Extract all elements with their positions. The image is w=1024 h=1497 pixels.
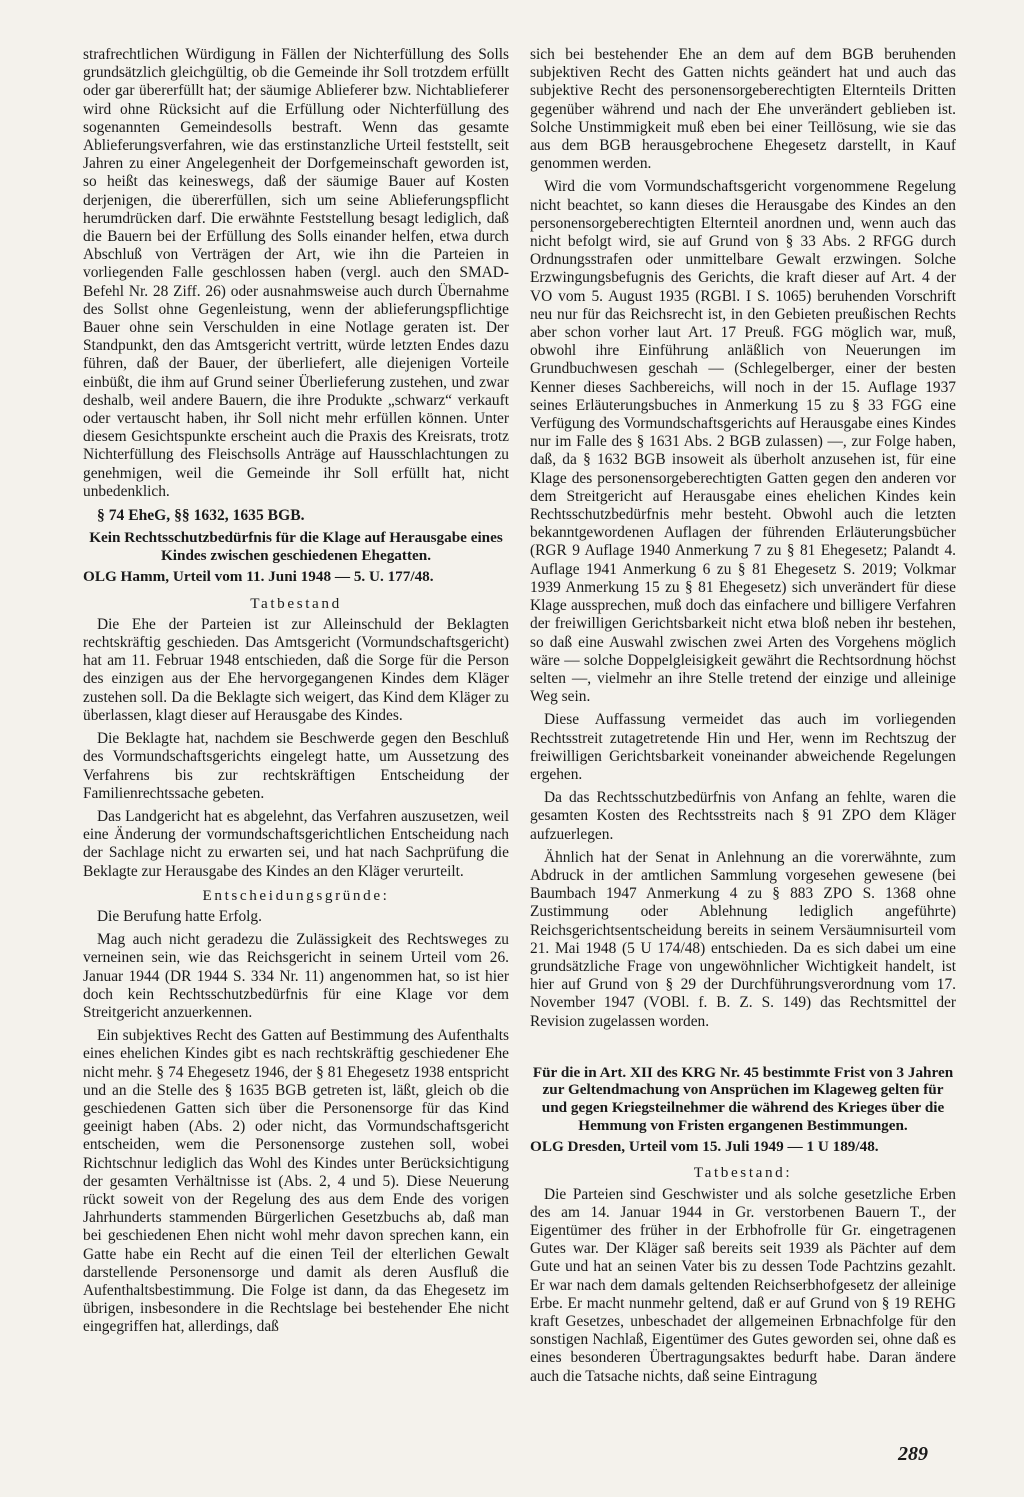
paragraph: Ein subjektives Recht des Gatten auf Bestimmung des Aufenthalts eines ehelichen Kindes gibt es nach rechtskräftig geschiedener Ehe nicht mehr. § 74 Ehegesetz 1946, der § 81 Ehegesetz 1938 entspricht und an die Stelle des § 1635 BGB getreten ist, läßt, gleich ob die geschiedenen Gatten sich über die Personensorge für das Kind geeinigt haben (Abs. 2) oder nicht, das Vormundschaftsgericht entscheiden, wem die Personensorge zustehen soll, wobei Richtschnur lediglich das Wohl des Kindes unter Berücksichtigung der gesamten Verhältnisse ist (Abs. 2, 4 und 5). Diese Neuerung rückt soweit von der Regelung des aus dem Ende des vorigen Jahrhunderts stammenden Bürgerlichen Gesetzbuchs ab, daß man bei geschiedenen Ehen nicht wohl mehr davon sprechen kann, ein Gatte habe ein Recht auf die einen Teil der elterlichen Gewalt darstellende Personensorge und damit als deren Ausfluß die Aufenthaltsbestimmung. Die Folge ist dann, da das Ehegesetz im übrigen, insbesondere in die Rechtslage bei bestehender Ehe nicht eingegriffen hat, allerdings, daß bbox=[83, 1027, 509, 1336]
paragraph: Diese Auffassung vermeidet das auch im vorliegenden Rechtsstreit zutagetretende Hin und Her, wenn im Rechtszug der freiwilligen Gerichtsbarkeit voneinander abweichende Regelungen ergehen. bbox=[530, 711, 956, 783]
paragraph: Ähnlich hat der Senat in Anlehnung an die vorerwähnte, zum Abdruck in der amtlichen Sammlung vorgesehen gewesene (bei Baumbach 1947 Anmerkung 4 zu § 883 ZPO S. 1368 ohne Zustimmung oder Ablehnung lediglich angeführte) Reichsgerichtsentscheidung bereits in seinem Versäumnisurteil vom 21. Mai 1948 (5 U 174/48) entschieden. Da es sich dabei um eine grundsätzliche Frage von ungewöhnlicher Wichtigkeit handelt, ist hier auf Grund von § 29 der Durchführungsverordnung vom 17. November 1947 (VOBl. f. B. Z. S. 149) das Rechtsmittel der Revision zugelassen worden. bbox=[530, 848, 956, 1030]
paragraph: Da das Rechtsschutzbedürfnis von Anfang an fehlte, waren die gesamten Kosten des Rechtsstreits nach § 91 ZPO dem Kläger aufzuerlegen. bbox=[530, 789, 956, 843]
paragraph: Das Landgericht hat es abgelehnt, das Verfahren auszusetzen, weil eine Änderung der vormundschaftsgerichtlichen Entscheidung nach der Sachlage nicht zu erwarten sei, und hat nach Sachprüfung die Beklagte zur Herausgabe des Kindes an den Kläger verurteilt. bbox=[83, 807, 509, 880]
paragraph: strafrechtlichen Würdigung in Fällen der Nichterfüllung des Solls grundsätzlich gleichgültig, ob die Gemeinde ihr Soll trotzdem erfüllt oder gar übererfüllt hat; der säumige Ablieferer bzw. Nichtablieferer wird ohne Rücksicht auf die Erfüllung oder Nichterfüllung des sogenannten Gemeindesolls bestraft. Wenn das gesamte Ablieferungsverfahren, wie das erstinstanzliche Urteil feststellt, seit Jahren zu einer Angelegenheit der Dorfgemeinschaft geworden ist, so heißt das keineswegs, daß der säumige Bauer auf Kosten derjenigen, die übererfüllen, sich um seine Ablieferungspflicht herumdrücken darf. Die erwähnte Feststellung besagt lediglich, daß die Bauern bei der Erfüllung des Solls einander helfen, etwa durch Abschluß von Verträgen der Art, wie ihn die Parteien in vorliegenden Falle geschlossen haben (vergl. auch den SMAD-Befehl Nr. 28 Ziff. 26) oder ausnahmsweise auch durch Übernahme des Sollst ohne Gegenleistung, wenn der ablieferungspflichtige Bauer ohne sein Verschulden in eine Notlage geraten ist. Der Standpunkt, den das Amtsgericht vertritt, würde letzten Endes dazu führen, daß der Bauer, der überliefert, alle diejenigen Vorteile einbüßt, die ihm auf Grund seiner Überlieferung zustehen, und zwar deshalb, weil andere Bauern, die ihre Produkte „schwarz“ verkauft oder vertauscht haben, ihr Soll nicht mehr erfüllen können. Unter diesem Gesichtspunkte erscheint auch die Praxis des Kreisrats, trotz Nichterfüllung des Fleischsolls Anträge auf Hausschlachtungen zu genehmigen, weil die Gemeinde ihr Soll erfüllt hat, nicht unbedenklich. bbox=[83, 46, 509, 500]
paragraph: Die Berufung hatte Erfolg. bbox=[97, 907, 262, 925]
paragraph: sich bei bestehender Ehe an dem auf dem BGB beruhenden subjektiven Recht des Gatten nichts geändert hat und auch das subjektive Recht des personensorgeberechtigten Elternteils Dritten gegenüber während und nach der Ehe unverändert geblieben ist. Solche Unstimmigkeit muß eben bei einer Teillösung, wie sie das aus dem BGB herausgebrochene Ehegesetz darstellt, in Kauf genommen werden. bbox=[530, 46, 956, 173]
paragraph: Die Ehe der Parteien ist zur Alleinschuld der Beklagten rechtskräftig geschieden. Das Amtsgericht (Vormundschaftsgericht) hat am 11. Februar 1948 entschieden, daß die Sorge für die Person des einzigen aus der Ehe hervorgegangenen Kindes dem Kläger zustehen soll. Da die Beklagte sich weigert, das Kind dem Kläger zu überlassen, klagt dieser auf Herausgabe des Kindes. bbox=[83, 615, 509, 724]
page-number: 289 bbox=[898, 1443, 928, 1465]
statute-heading: § 74 EheG, §§ 1632, 1635 BGB. bbox=[97, 507, 305, 525]
left-column bbox=[83, 46, 509, 1342]
paragraph: Die Beklagte hat, nachdem sie Beschwerde gegen den Beschluß des Vormundschaftsgerichts eingelegt hatte, um Aussetzung des Verfahrens bis zur rechtskräftigen Entscheidung der Familienrechtssache gebeten. bbox=[83, 730, 509, 802]
section-heading-gruende: Entscheidungsgründe: bbox=[202, 886, 390, 904]
headnote: Kein Rechtsschutzbedürfnis für die Klage auf Herausgabe eines Kindes zwischen geschiedenen Ehegatten. bbox=[89, 529, 503, 564]
section-heading-tatbestand: Tatbestand: bbox=[693, 1164, 793, 1182]
headnote: Für die in Art. XII des KRG Nr. 45 bestimmte Frist von 3 Jahren zur Geltendmachung von Ansprüchen im Klageweg gelten für und gegen Kriegsteilnehmer die während des Krieges über die Hemmung von Fristen ergangenen Bestimmungen. bbox=[532, 1063, 954, 1134]
court-citation: OLG Dresden, Urteil vom 15. Juli 1949 — 1 U 189/48. bbox=[530, 1138, 879, 1156]
right-column bbox=[530, 46, 956, 1391]
paragraph: Die Parteien sind Geschwister und als solche gesetzliche Erben des am 14. Januar 1944 in Gr. verstorbenen Bauern T., der Eigentümer des früher in der Erbhofrolle für Gr. eingetragenen Gutes war. Der Kläger saß bereits seit 1939 als Pächter auf dem Gute und hat an seinen Vater bis zu dessen Tode Pachtzins gezahlt. Er war nach dem damals geltenden Reichserbhofgesetz der alleinige Erbe. Er macht nunmehr geltend, daß er auf Grund von § 19 REHG kraft Gesetzes, unbeschadet der allgemeinen Erbnachfolge für den sonstigen Nachlaß, Eigentümer des Gutes geworden sei, ohne daß es eines besonderen Übertragungsaktes bedurft habe. Daran ändere auch die Tatsache nichts, daß seine Eintragung bbox=[530, 1185, 956, 1385]
section-heading-tatbestand: Tatbestand bbox=[250, 594, 342, 612]
section-spacer bbox=[530, 1036, 956, 1060]
paragraph: Wird die vom Vormundschaftsgericht vorgenommene Regelung nicht beachtet, so kann dieses die Herausgabe des Kindes an den personensorgeberechtigten Elternteil anordnen und, wenn auch das nicht befolgt wird, sie auf Grund von § 33 Abs. 2 RFGG durch Ordnungsstrafen oder unmittelbare Gewalt erzwingen. Solche Erzwingungsbefugnis des Gerichts, die kraft dieser auf Art. 4 der VO vom 5. August 1935 (RGBl. I S. 1065) beruhenden Vorschrift neu nur für das Reichsrecht ist, in den Gebieten preußischen Rechts aber schon vorher laut Art. 17 Preuß. FGG möglich war, muß, obwohl ihre Einführung anläßlich von Neuerungen im Grundbuchwesen geschah — (Schlegelberger, einer der besten Kenner dieses Sachbereichs, will noch in der 15. Auflage 1937 seines Erläuterungsbuches in Anmerkung 15 zu § 33 FGG eine Verfügung des Vormundschaftsgerichts auf Herausgabe eines Kindes nur im Falle des § 1631 Abs. 2 BGB zulassen) —, zur Folge haben, daß, da § 1632 BGB insoweit als überholt anzusehen ist, für eine Klage des personensorgeberechtigten Gatten gegen den anderen vor dem Streitgericht auf Herausgabe eines ehelichen Kindes kein Rechtsschutzbedürfnis mehr besteht. Obwohl auch die letzten bekanntgewordenen Auflagen der führenden Erläuterungsbücher (RGR 9 Auflage 1940 Anmerkung 7 zu § 81 Ehegesetz; Palandt 4. Auflage 1941 Anmerkung 6 zu § 81 Ehegesetz S. 2019; Volkmar 1939 Anmerkung 15 zu § 81 Ehegesetz) sich unverändert für diese Klage aussprechen, muß doch das einfachere und billigere Verfahren der freiwilligen Gerichtsbarkeit nicht etwa bloß neben ihr bestehen, so daß eine Auswahl zwischen zwei Arten des Vorgehens möglich wäre — solche Doppelgleisigkeit gewährt die Rechtsordnung höchst selten —, vielmehr an ihre Stelle tretend der einzige und alleinige Weg sein. bbox=[530, 178, 956, 706]
paragraph: Mag auch nicht geradezu die Zulässigkeit des Rechtsweges zu verneinen sein, wie das Reichsgericht in seinem Urteil vom 26. Januar 1944 (DR 1944 S. 334 Nr. 11) angenommen hat, so ist hier doch kein Rechtsschutzbedürfnis für eine Klage vor dem Streitgericht anzuerkennen. bbox=[83, 931, 509, 1021]
court-citation: OLG Hamm, Urteil vom 11. Juni 1948 — 5. U. 177/48. bbox=[83, 568, 434, 586]
